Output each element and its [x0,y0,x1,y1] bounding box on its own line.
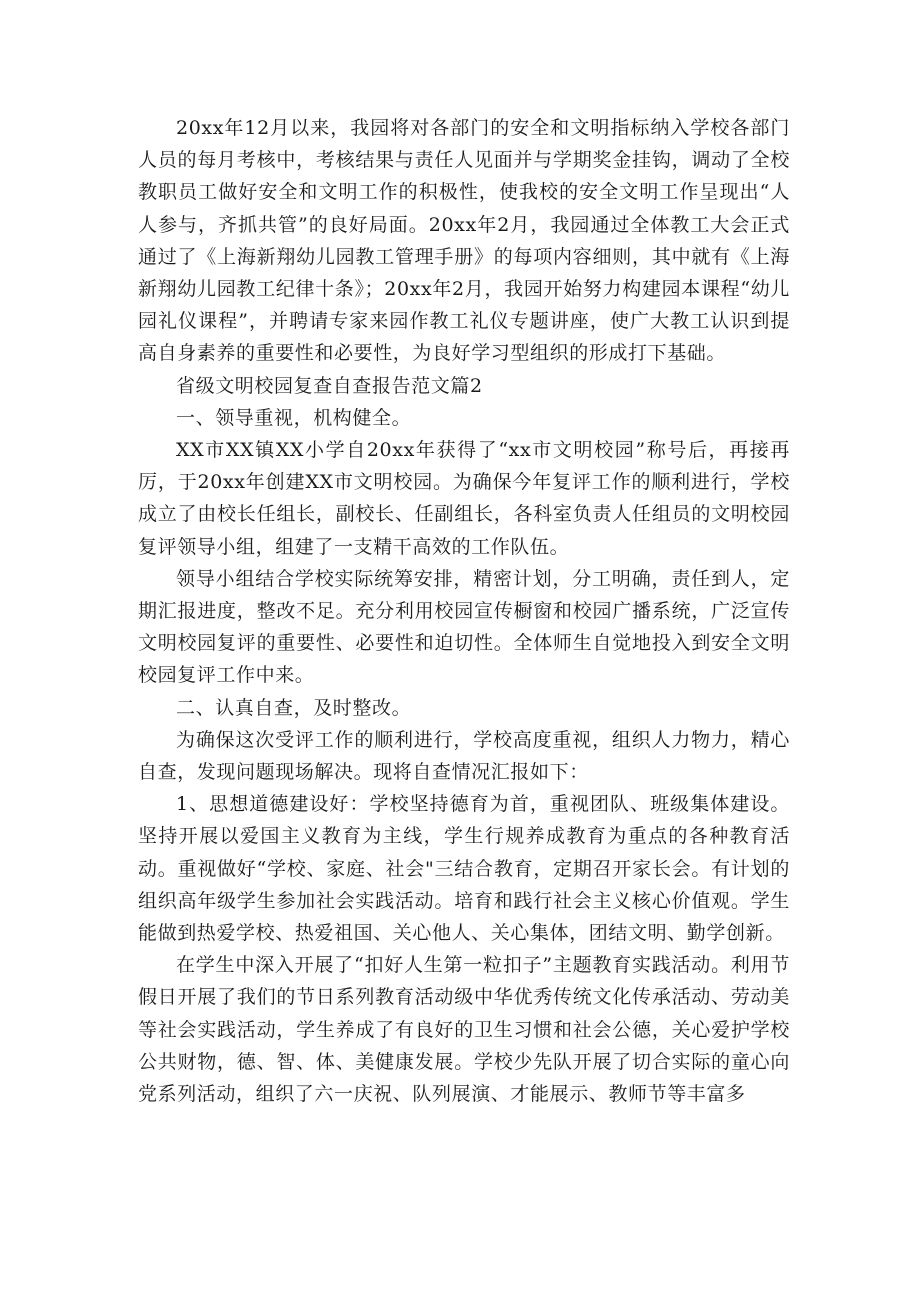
section-title-report-2: 省级文明校园复查自查报告范文篇2 [176,374,483,397]
paragraph-moral-education: 1、思想道德建设好：学校坚持德育为首，重视团队、班级集体建设。坚持开展以爱国主义教育为主线，学生行规养成教育为重点的各种教育活动。重视做好“学校、家庭、社会"三结合教育，定期召开家长会。有计划的组织高年级学生参加社会实践活动。培育和践行社会主义核心价值观。学生能做到热爱学校、热爱祖国、关心他人、关心集体，团结文明、勤学创新。 [138,793,790,945]
paragraph-planning: 领导小组结合学校实际统筹安排，精密计划，分工明确，责任到人，定期汇报进度，整改不足。充分利用校园宣传橱窗和校园广播系统，广泛宣传文明校园复评的重要性、必要性和迫切性。全体师生自觉地投入到安全文明校园复评工作中来。 [138,567,790,687]
paragraph-leadership-group: XX市XX镇XX小学自20xx年获得了“xx市文明校园”称号后，再接再厉，于20xx年创建XX市文明校园。为确保今年复评工作的顺利进行，学校成立了由校长任组长，副校长、任副组长，各科室负责人任组员的文明校园复评领导小组，组建了一支精干高效的工作队伍。 [138,439,790,558]
paragraph-safety-assessment: 20xx年12月以来，我园将对各部门的安全和文明指标纳入学校各部门人员的每月考核中，考核结果与责任人见面并与学期奖金挂钩，调动了全校教职员工做好安全和文明工作的积极性，使我校的安全文明工作呈现出“人人参与，齐抓共管”的良好局面。20xx年2月，我园通过全体教工大会正式通过了《上海新翔幼儿园教工管理手册》的每项内容细则，其中就有《上海新翔幼儿园教工纪律十条》；20xx年2月，我园开始努力构建园本课程“幼儿园礼仪课程”，并聘请专家来园作教工礼仪专题讲座，使广大教工认识到提高自身素养的重要性和必要性，为良好学习型组织的形成打下基础。 [138,117,790,365]
document-body [138,112,790,1110]
paragraph-practice-activities: 在学生中深入开展了“扣好人生第一粒扣子”主题教育实践活动。利用节假日开展了我们的节日系列教育活动级中华优秀传统文化传承活动、劳动美等社会实践活动，学生养成了有良好的卫生习惯和社会公德，关心爱护学校公共财物，德、智、体、美健康发展。学校少先队开展了切合实际的童心向党系列活动，组织了六一庆祝、队列展演、才能展示、教师节等丰富多 [138,954,790,1106]
heading-leadership: 一、领导重视，机构健全。 [176,406,412,429]
paragraph-self-inspection-intro: 为确保这次受评工作的顺利进行，学校高度重视，组织人力物力，精心自查，发现问题现场解决。现将自查情况汇报如下： [138,728,790,784]
heading-self-inspection: 二、认真自查，及时整改。 [176,696,412,719]
